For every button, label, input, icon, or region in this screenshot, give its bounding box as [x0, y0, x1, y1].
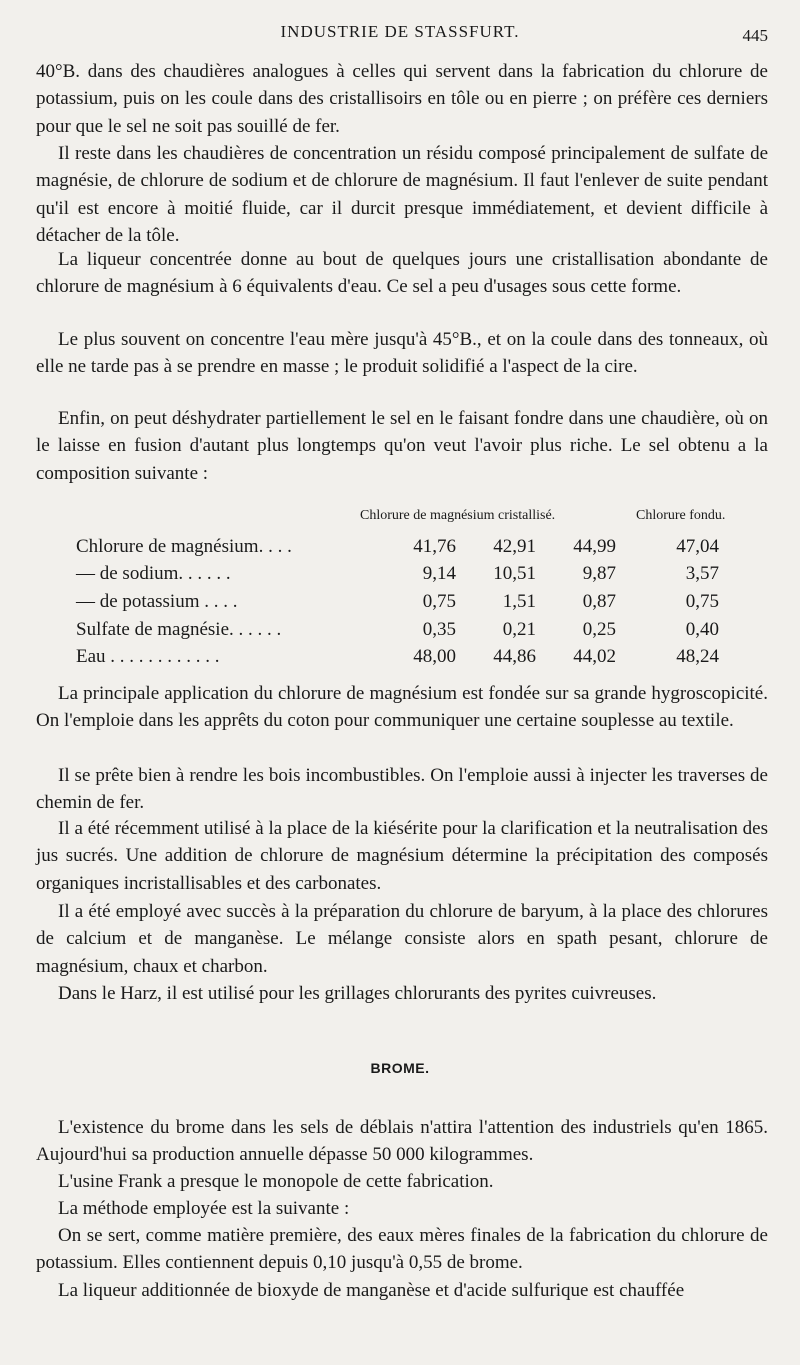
cell-value: 0,40 [685, 618, 719, 640]
page-number: 445 [742, 26, 768, 45]
cell-value: 3,57 [685, 563, 719, 585]
cell-value: 44,86 [493, 646, 536, 668]
row-label: — de sodium. . . . . . [76, 563, 231, 585]
cell-value: 1,51 [502, 590, 536, 612]
paragraph: La liqueur concentrée donne au bout de quelques jours une cristallisation abondante de chlorure de magnésium à 6 équivalents d'eau. Ce sel a peu d'usages sous cette forme. [36, 249, 768, 298]
paragraph: Enfin, on peut déshydrater partiellement le sel en le faisant fondre dans une chaudière, où on le laisse en fusion d'autant plus longtemps qu'on veut l'avoir plus riche. Le sel obtenu a la composition suivante : [36, 408, 768, 484]
column-header-crystallized: Chlorure de magnésium cristallisé. [360, 508, 556, 523]
paragraph: Il reste dans les chaudières de concentration un résidu composé principalement de sulfate de magnésie, de chlorure de sodium et de chlorure de magnésium. Il faut l'enlever de suite pendant qu'il est encore à moitié fluide, car il durcit presque immédiatement, et devient difficile à détacher de la tôle. [36, 143, 768, 247]
column-header-fused: Chlorure fondu. [636, 508, 726, 523]
paragraph: La liqueur additionnée de bioxyde de manganèse et d'acide sulfurique est chauffée [58, 1280, 685, 1301]
cell-value: 0,21 [502, 618, 536, 640]
row-label: Eau . . . . . . . . . . . . [76, 646, 220, 668]
cell-value: 44,02 [573, 646, 616, 668]
paragraph: La méthode employée est la suivante : [58, 1198, 350, 1219]
paragraph: L'existence du brome dans les sels de déblais n'attira l'attention des industriels qu'en 1865. Aujourd'hui sa production annuelle dépasse 50 000 kilogrammes. [36, 1117, 768, 1166]
paragraph: Il a été employé avec succès à la préparation du chlorure de baryum, à la place des chlorures de calcium et de manganèse. Le mélange consiste alors en spath pesant, chlorure de magnésium, chaux et charbon. [36, 901, 768, 977]
paragraph: On se sert, comme matière première, des eaux mères finales de la fabrication du chlorure de potassium. Elles contiennent depuis 0,10 jusqu'à 0,55 de brome. [36, 1225, 768, 1274]
table-row [76, 561, 719, 589]
table-row [76, 643, 719, 671]
running-header [0, 22, 800, 48]
cell-value: 9,87 [582, 563, 616, 585]
running-title: INDUSTRIE DE STASSFURT. [280, 22, 520, 41]
paragraph: L'usine Frank a presque le monopole de cette fabrication. [58, 1171, 494, 1192]
paragraph: Le plus souvent on concentre l'eau mère jusqu'à 45°B., et on la coule dans des tonneaux, où elle ne tarde pas à se prendre en masse ; le produit solidifié a l'aspect de la cire. [36, 329, 768, 378]
cell-value: 0,75 [685, 590, 719, 612]
cell-value: 48,00 [413, 646, 456, 668]
cell-value: 48,24 [676, 646, 719, 668]
composition-table [76, 533, 719, 671]
table-row [76, 616, 719, 644]
cell-value: 41,76 [413, 535, 456, 557]
cell-value: 10,51 [493, 563, 536, 585]
row-label: — de potassium . . . . [76, 590, 238, 612]
paragraph: La principale application du chlorure de magnésium est fondée sur sa grande hygroscopicité. On l'emploie dans les apprêts du coton pour communiquer une certaine souplesse au textile. [36, 683, 768, 732]
cell-value: 0,87 [582, 590, 616, 612]
cell-value: 44,99 [573, 535, 616, 557]
row-label: Sulfate de magnésie. . . . . . [76, 618, 282, 640]
paragraph: Il a été récemment utilisé à la place de la kiésérite pour la clarification et la neutralisation des jus sucrés. Une addition de chlorure de magnésium détermine la précipitation des composés organiques incristallisables et des carbonates. [36, 818, 768, 894]
cell-value: 9,14 [422, 563, 456, 585]
row-label: Chlorure de magnésium. . . . [76, 535, 292, 557]
cell-value: 0,75 [422, 590, 456, 612]
paragraph: Il se prête bien à rendre les bois incombustibles. On l'emploie aussi à injecter les traverses de chemin de fer. [36, 765, 768, 814]
table-row [76, 588, 719, 616]
cell-value: 42,91 [493, 535, 536, 557]
section-heading: BROME. [370, 1060, 430, 1076]
paragraph: Dans le Harz, il est utilisé pour les grillages chlorurants des pyrites cuivreuses. [58, 983, 657, 1004]
cell-value: 0,25 [582, 618, 616, 640]
table-row [76, 533, 719, 561]
paragraph: 40°B. dans des chaudières analogues à celles qui servent dans la fabrication du chlorure de potassium, puis on les coule dans des cristallisoirs en tôle ou en pierre ; on préfère ces derniers pour que le sel ne soit pas souillé de fer. [36, 61, 768, 137]
cell-value: 47,04 [676, 535, 719, 557]
cell-value: 0,35 [422, 618, 456, 640]
